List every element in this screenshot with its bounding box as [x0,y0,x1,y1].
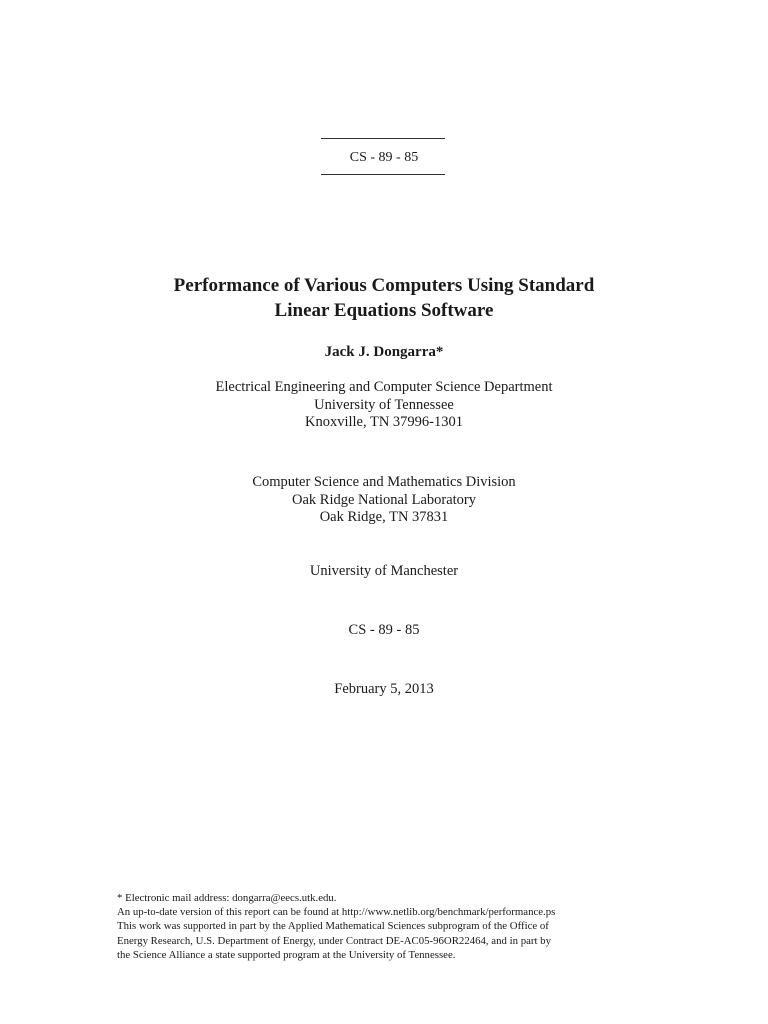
report-number: CS - 89 - 85 [348,622,420,638]
affiliation-line: Oak Ridge, TN 37831 [319,509,449,525]
paper-title [0,273,768,323]
paper-title-line-1: Performance of Various Computers Using Standard [173,275,595,296]
footnotes [117,891,662,962]
footnote-update-note: An up-to-date version of this report can be found at http://www.netlib.org/benchmark/performance.ps [117,906,556,919]
footnote-support-line: the Science Alliance a state supported program at the University of Tennessee. [117,948,456,961]
affiliation-line: Computer Science and Mathematics Division [252,474,516,490]
footnote-support-line: This work was supported in part by the Applied Mathematical Sciences subprogram of the Office of [117,920,549,933]
affiliation-line: Knoxville, TN 37996-1301 [304,414,463,430]
affiliation-line: University of Manchester [309,563,459,579]
top-rule-upper [321,138,445,139]
affiliation-ornl [0,474,768,527]
report-date: February 5, 2013 [334,681,434,697]
footnote-support-line: Energy Research, U.S. Department of Energy, under Contract DE-AC05-96OR22464, and in part by [117,934,551,947]
top-rule-lower [321,174,445,175]
footnote-email: * Electronic mail address: dongarra@eecs.utk.edu. [117,892,337,904]
author-name: Jack J. Dongarra* [324,344,444,360]
affiliation-line: Electrical Engineering and Computer Science Department [215,379,553,395]
affiliation-line: University of Tennessee [314,396,454,413]
paper-title-line-2: Linear Equations Software [274,300,494,321]
affiliation-manchester [0,563,768,581]
affiliation-eecs [0,379,768,432]
report-number-header: CS - 89 - 85 [349,150,419,165]
affiliation-line: Oak Ridge National Laboratory [291,491,476,508]
